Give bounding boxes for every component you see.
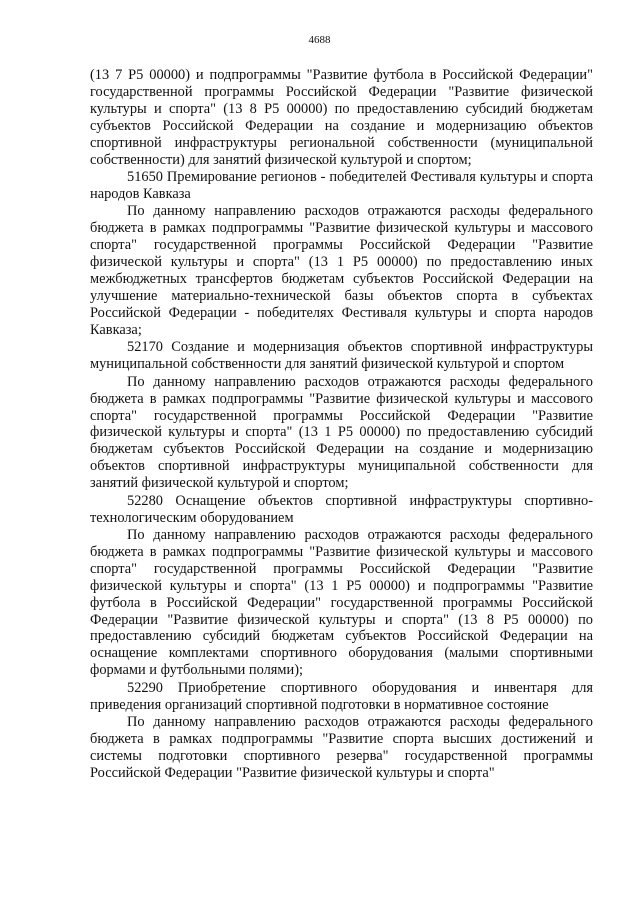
paragraph-heading-52170: 52170 Создание и модернизация объектов спортивной инфраструктуры муниципальной собственности для занятий физической культурой и спортом [90, 339, 593, 373]
paragraph-description-51650: По данному направлению расходов отражаются расходы федерального бюджета в рамках подпрограммы "Развитие физической культуры и массового спорта" государственной программы Российской Федерации "Развитие физической культуры и спорта" (13 1 Р5 00000) по предоставлению иных межбюджетных трансфертов бюджетам субъектов Российской Федерации на улучшение материально-технической базы объектов спорта в субъектах Российской Федерации - победителях Фестиваля культуры и спорта народов Кавказа; [90, 203, 593, 338]
paragraph-heading-51650: 51650 Премирование регионов - победителей Фестиваля культуры и спорта народов Кавказа [90, 169, 593, 202]
paragraph-heading-52290: 52290 Приобретение спортивного оборудования и инвентаря для приведения организаций спортивной подготовки в нормативное состояние [90, 679, 593, 713]
paragraph-description-52280: По данному направлению расходов отражаются расходы федерального бюджета в рамках подпрограммы "Развитие физической культуры и массового спорта" государственной программы Российской Федерации "Развитие физической культуры и спорта" (13 1 Р5 00000) и подпрограммы "Развитие футбола в Российской Федерации" государственной программы Российской Федерации "Развитие физической культуры и спорта" (13 8 Р5 00000) по предоставлению субсидий бюджетам субъектов Российской Федерации на оснащение комплектами спортивного оборудования (малыми спортивными формами и футбольными полями); [90, 527, 593, 679]
document-body [90, 67, 593, 782]
paragraph-continuation: (13 7 Р5 00000) и подпрограммы "Развитие футбола в Российской Федерации" государственной программы Российской Федерации "Развитие физической культуры и спорта" (13 8 Р5 00000) по предоставлению субсидий бюджетам субъектов Российской Федерации на создание и модернизацию объектов спортивной инфраструктуры региональной собственности (муниципальной собственности) для занятий физической культурой и спортом; [90, 67, 593, 168]
paragraph-heading-52280: 52280 Оснащение объектов спортивной инфраструктуры спортивно-технологическим оборудованием [90, 492, 593, 526]
page-number: 4688 [308, 34, 331, 46]
paragraph-description-52290: По данному направлению расходов отражаются расходы федерального бюджета в рамках подпрограммы "Развитие спорта высших достижений и системы подготовки спортивного резерва" государственной программы Российской Федерации "Развитие физической культуры и спорта" [90, 714, 593, 781]
paragraph-description-52170: По данному направлению расходов отражаются расходы федерального бюджета в рамках подпрограммы "Развитие физической культуры и массового спорта" государственной программы Российской Федерации "Развитие физической культуры и спорта" (13 1 Р5 00000) по предоставлению субсидий бюджетам субъектов Российской Федерации на создание и модернизацию объектов спортивной инфраструктуры муниципальной собственности для занятий физической культурой и спортом; [90, 373, 593, 492]
